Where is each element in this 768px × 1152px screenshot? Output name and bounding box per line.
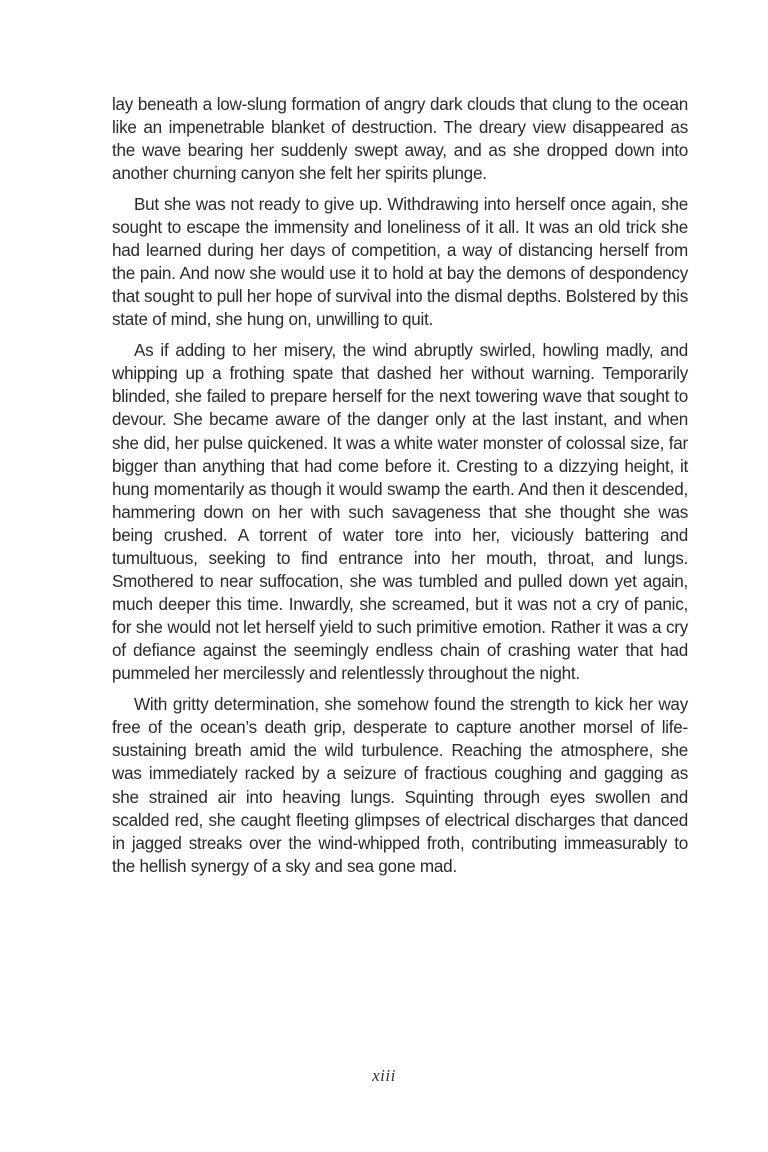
- paragraph: lay beneath a low-slung formation of angry dark clouds that clung to the ocean like an impenetrable blanket of destruction. The dreary view disappeared as the wave bearing her suddenly swept away, and as she dropped down into another churning canyon she felt her spirits plunge.: [112, 95, 688, 184]
- paragraph: As if adding to her misery, the wind abruptly swirled, howling madly, and whipping up a frothing spate that dashed her without warning. Temporarily blinded, she failed to prepare herself for the next towering wave that sought to devour. She became aware of the danger only at the last instant, and when she did, her pulse quickened. It was a white water monster of colossal size, far bigger than anything that had come before it. Cresting to a dizzying height, it hung momentarily as though it would swamp the earth. And then it descended, hammering down on her with such savageness that she thought she was being crushed. A torrent of water tore into her, viciously battering and tumultuous, seeking to find entrance into her mouth, throat, and lungs. Smothered to near suffocation, she was tumbled and pulled down yet again, much deeper this time. Inwardly, she screamed, but it was not a cry of panic, for she would not let herself yield to such primitive emotion. Rather it was a cry of defiance against the seemingly endless chain of crashing water that had pummeled her mercilessly and relentlessly throughout the night.: [112, 341, 688, 684]
- page-body: [112, 93, 688, 885]
- page-number: xiii: [372, 1066, 396, 1085]
- paragraph: With gritty determination, she somehow found the strength to kick her way free of the ocean’s death grip, desperate to capture another morsel of life-sustaining breath amid the wild turbulence. Reaching the atmosphere, she was immediately racked by a seizure of fractious coughing and gagging as she strained air into heaving lungs. Squinting through eyes swollen and scalded red, she caught fleeting glimpses of electrical discharges that danced in jagged streaks over the wind-whipped froth, contributing immeasurably to the hellish synergy of a sky and sea gone mad.: [112, 695, 688, 876]
- paragraph: But she was not ready to give up. Withdrawing into herself once again, she sought to escape the immensity and loneliness of it all. It was an old trick she had learned during her days of competition, a way of distancing herself from the pain. And now she would use it to hold at bay the demons of despondency that sought to pull her hope of survival into the dismal depths. Bolstered by this state of mind, she hung on, unwilling to quit.: [112, 194, 688, 330]
